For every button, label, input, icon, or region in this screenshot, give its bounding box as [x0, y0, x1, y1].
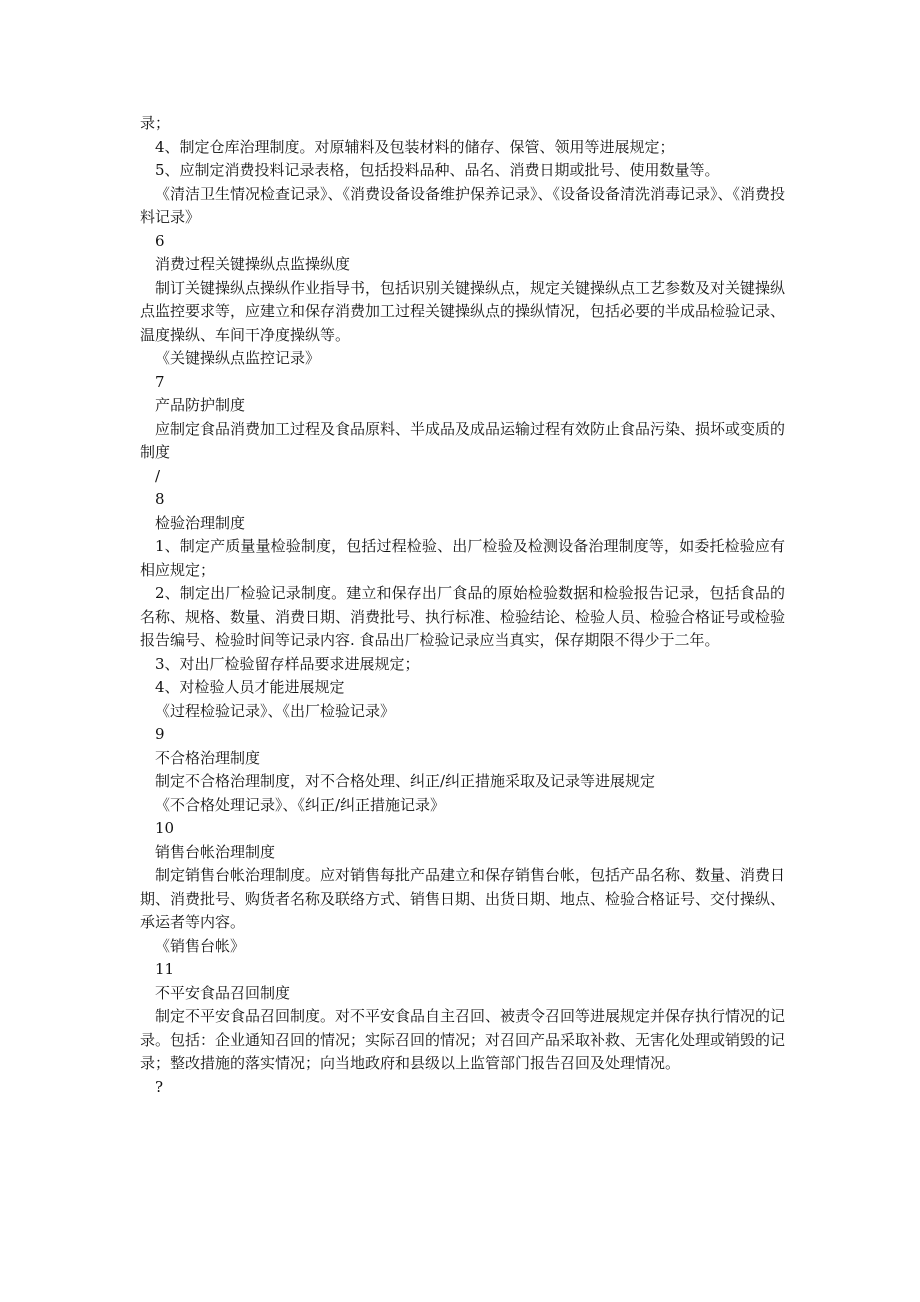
section-body-9: 制定不合格治理制度，对不合格处理、纠正/纠正措施采取及记录等进展规定	[155, 772, 656, 790]
section-records-11: ?	[155, 1077, 164, 1096]
section-title-9: 不合格治理制度	[155, 748, 261, 767]
paragraph-warehouse-rule: 4、制定仓库治理制度。对原辅料及包装材料的储存、保管、领用等进展规定；	[155, 137, 675, 156]
section-number-6: 6	[155, 231, 165, 250]
section-title-7: 产品防护制度	[155, 396, 246, 414]
section-records-7: /	[155, 466, 161, 485]
paragraph-feeding-record-rule: 5、应制定消费投料记录表格，包括投料品种、品名、消费日期或批号、使用数量等。	[155, 161, 720, 179]
section-records-8: 《过程检验记录》、《出厂检验记录》	[155, 701, 396, 720]
section-number-11: 11	[155, 960, 175, 978]
section-number-7: 7	[155, 372, 165, 391]
section-body-8-item-4: 4、对检验人员才能进展规定	[155, 678, 345, 696]
document-body	[140, 112, 785, 1099]
section-body-8-item-3: 3、对出厂检验留存样品要求进展规定；	[155, 654, 420, 673]
section-title-11: 不平安食品召回制度	[155, 983, 291, 1002]
section-body-10: 制定销售台帐治理制度。应对销售每批产品建立和保存销售台帐，包括产品名称、数量、消费日期、消费批号、购货者名称及联络方式、销售日期、出货日期、地点、检验合格证号、交付操纵、承运者等内容。	[140, 866, 786, 931]
section-title-8: 检验治理制度	[155, 513, 246, 532]
section-number-10: 10	[155, 819, 175, 837]
section-number-9: 9	[155, 725, 165, 743]
section-body-8-item-1: 1、制定产质量量检验制度，包括过程检验、出厂检验及检测设备治理制度等，如委托检验应有相应规定；	[140, 537, 785, 579]
section-body-7: 应制定食品消费加工过程及食品原料、半成品及成品运输过程有效防止食品污染、损坏或变质的制度	[140, 419, 786, 461]
section-records-6: 《关键操纵点监控记录》	[155, 349, 321, 367]
section-records-10: 《销售台帐》	[155, 936, 246, 955]
section-body-6: 制订关键操纵点操纵作业指导书，包括识别关键操纵点，规定关键操纵点工艺参数及对关键操纵点监控要求等，应建立和保存消费加工过程关键操纵点的操纵情况，包括必要的半成品检验记录、温度操纵、车间干净度操纵等。	[140, 278, 786, 344]
section-title-6: 消费过程关键操纵点监操纵度	[155, 255, 351, 273]
section-number-8: 8	[155, 490, 165, 508]
section-records-9: 《不合格处理记录》、《纠正/纠正措施记录》	[155, 795, 446, 814]
paragraph-record-continuation: 录；	[140, 114, 171, 132]
section-body-11: 制定不平安食品召回制度。对不平安食品自主召回、被责令召回等进展规定并保存执行情况的记录。包括：企业通知召回的情况；实际召回的情况；对召回产品采取补救、无害化处理或销毁的记录；整改措施的落实情况；向当地政府和县级以上监管部门报告召回及处理情况。	[140, 1007, 786, 1072]
paragraph-records-list-1: 《清洁卫生情况检查记录》、《消费设备设备维护保养记录》、《设备设备清洗消毒记录》、《消费投料记录》	[140, 184, 786, 226]
section-body-8-item-2: 2、制定出厂检验记录制度。建立和保存出厂食品的原始检验数据和检验报告记录，包括食品的名称、规格、数量、消费日期、消费批号、执行标准、检验结论、检验人员、检验合格证号或检验报告编号、检验时间等记录内容. 食品出厂检验记录应当真实，保存期限不得少于二年。	[140, 584, 786, 649]
section-title-10: 销售台帐治理制度	[155, 842, 276, 861]
